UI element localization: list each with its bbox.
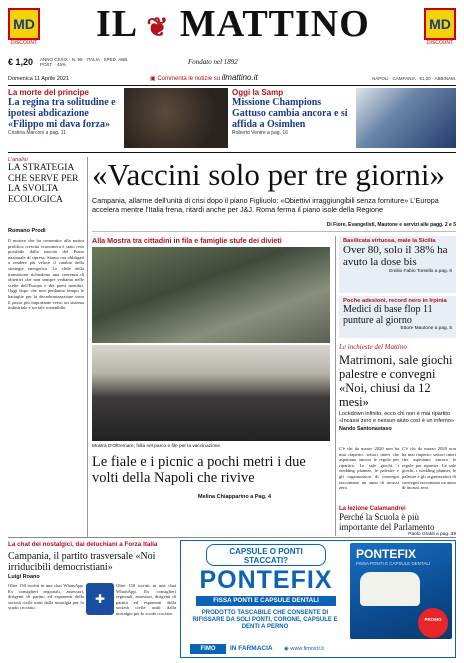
- main-headline[interactable]: «Vaccini solo per tre giorni»: [92, 157, 445, 192]
- headline-authors: Di Fiore, Evangelisti, Mautone e servizi alle pagg. 2 e 5: [326, 222, 456, 228]
- founded-line: Fondato nel 1892: [188, 58, 238, 66]
- headline-rule: [92, 231, 456, 232]
- teaser-rule: [8, 152, 456, 153]
- dc-shield-icon: ✚: [86, 583, 114, 615]
- royal-photo: [124, 88, 228, 148]
- publication-info: ANNO CXXIX · N. 99 · ITALIA · SPED. ABB. POST. · 45%: [40, 57, 129, 67]
- ad-body: PRODOTTO TASCABILE CHE CONSENTE DI RIFISSARE DA SOLI PONTI, CORONE, CAPSULE E DENTI A PERNO: [192, 610, 338, 630]
- edition-info: NAPOLI · CAMPANIA · €1,20 · ABBINAM.: [372, 76, 456, 81]
- analysis-body: Il motore che ha consentito alla nostra prolifica crescita economica è stato reso possibile dalla nascita del Piano nazionale di ripresa. Siamo ora obbligati a rendere più veloce il cambio della strategia energetica. Le sfide della transizione richiedono una coerenza di obiettivi che non sempre vediamo nelle scelte dell'Europa e dei paesi membri. Oggi dopo che non perdiamo tempo le battaglie per la decarbonizzazione sono il passo più importante verso un sistema industriale e sociale sostenibile.: [8, 238, 84, 311]
- denture-icon: [360, 572, 420, 606]
- ad-tagline: FISSA PONTI E CAPSULE DENTALI: [196, 596, 336, 606]
- promo-badge: PROMO: [418, 608, 448, 638]
- right-column-divider: [335, 236, 336, 536]
- chat-icon: ▣: [150, 76, 156, 82]
- pontefix-box-image: PONTEFIX FISSA PONTI E CAPSULE DENTALI: [350, 543, 452, 639]
- photo-caption: Mostra D'Oltremare, folla nel parco e file per la vaccinazione: [92, 444, 221, 449]
- chat-title[interactable]: Campania, il partito trasversale «Noi irriducibili democristiani»: [8, 551, 156, 573]
- bottom-section-rule: [8, 537, 456, 538]
- ad-brand: PONTEFIX: [199, 566, 333, 594]
- fimo-logo: FIMO: [190, 644, 226, 654]
- globe-icon: ◉: [284, 646, 289, 652]
- mostra-photo-park: [92, 247, 330, 343]
- basilicata-box[interactable]: Basilicata virtuosa, male la Sicilia Over 80, solo il 38% ha avuto la dose bis Emilio Fabio Torsello a pag. 6: [339, 236, 456, 293]
- photo-story-author: Melina Chiapparino a Pag. 4: [198, 494, 272, 500]
- chat-body: Oltre 150 iscritti in una chat WhatsApp. Ex consiglieri regionali, assessori, dirigenti di partito ed esponenti della società civile uniti dalla nostalgia per lo scudo crociato.: [8, 583, 84, 611]
- chat-author: Luigi Roano: [8, 574, 40, 580]
- ad-pharmacy: IN FARMACIA: [230, 645, 273, 652]
- inquiry-body-2: C'è chi da marzo 2020 non ha mai riaperto: settori interi che aspettano ancora le regole per ripartire. Le sale giochi, i wedding planner, le palestre e gli organizzatori di convegni raccontano un anno di incassi zero.: [402, 446, 456, 491]
- comments-promo[interactable]: ▣ Commenta le notizie su ilmattino.it: [150, 73, 258, 82]
- masthead-rule: [8, 85, 456, 86]
- rooster-icon: ❦: [146, 13, 170, 42]
- price: € 1,20: [8, 57, 34, 67]
- osimhen-photo: [356, 88, 456, 148]
- column-divider: [87, 157, 88, 537]
- photo-story-title[interactable]: Le fiale e i picnic a pochi metri i due volti della Napoli che rivive: [92, 454, 306, 486]
- headline-subtitle: Campania, allarme dell'unità di crisi dopo il piano Figliuolo: «Obiettivi irraggiungibili senza forniture» L'Europa accelera mentre l'Italia frena, ritardi anche per J&J. Roma ferma il piano isole della Regione: [92, 196, 439, 214]
- newspaper-title: IL ❦ MATTINO: [96, 3, 370, 45]
- issue-date: Domenica 11 Aprile 2021: [8, 76, 70, 82]
- right-md-logo: MD DISCOUNT: [424, 8, 456, 46]
- photo-story-kicker: Alla Mostra tra cittadini in fila e famiglie stufe dei divieti: [92, 236, 282, 245]
- left-md-logo: MD DISCOUNT: [8, 8, 40, 46]
- lesson-box[interactable]: La lezione Calamandrei Perché la Scuola è più importante del Parlamento Paolo Graldi a pag. 39: [339, 506, 456, 537]
- analysis-box[interactable]: L'analisi LA STRATEGIA CHE SERVE PER LA SVOLTA ECOLOGICA: [8, 157, 79, 205]
- mostra-photo-queue: [92, 345, 330, 441]
- inquiry-body: C'è chi da marzo 2020 non ha mai riaperto: settori interi che aspettano ancora le regole per ripartire. Le sale giochi, i wedding planner, le palestre e gli organizzatori di convegni raccontano un anno di incassi zero.: [339, 446, 399, 491]
- teaser-samp[interactable]: Oggi la Samp Missione Champions Gattuso cambia ancora e si affida a Osimhen Roberto Ventre a pag. 16: [232, 88, 348, 136]
- ad-site[interactable]: ◉ www.fimosrl.it: [284, 646, 324, 652]
- teaser-royal[interactable]: La morte del principe La regina tra solitudine e ipotesi abdicazione «Filippo mi dava forza» Cristina Marconi a pag. 11: [8, 88, 116, 136]
- ad-question: CAPSULE O PONTI STACCATI?: [206, 544, 326, 566]
- chat-body-2: Oltre 150 iscritti in una chat WhatsApp. Ex consiglieri regionali, assessori, dirigenti di partito ed esponenti della società civile uniti dalla nostalgia per lo scudo crociato.: [116, 583, 176, 616]
- analysis-author: Romano Prodi: [8, 228, 46, 234]
- chat-kicker: La chat dei nostalgici, dai deluchiani a Forza Italia: [8, 541, 158, 548]
- irpinia-box[interactable]: Poche adesioni, record nero in Irpinia Medici di base flop 11 punture al giorno Ettore Mautone a pag. 5: [339, 296, 456, 338]
- inquiry-box[interactable]: Le inchieste del Mattino Matrimoni, sale giochi palestre e convegni «Noi, chiusi da 12 mesi» Lockdown infinito, ecco chi non è mai ripartito «Incassi zero e nessun aiuto così è un inferno» Nando Santonastaso: [339, 343, 454, 432]
